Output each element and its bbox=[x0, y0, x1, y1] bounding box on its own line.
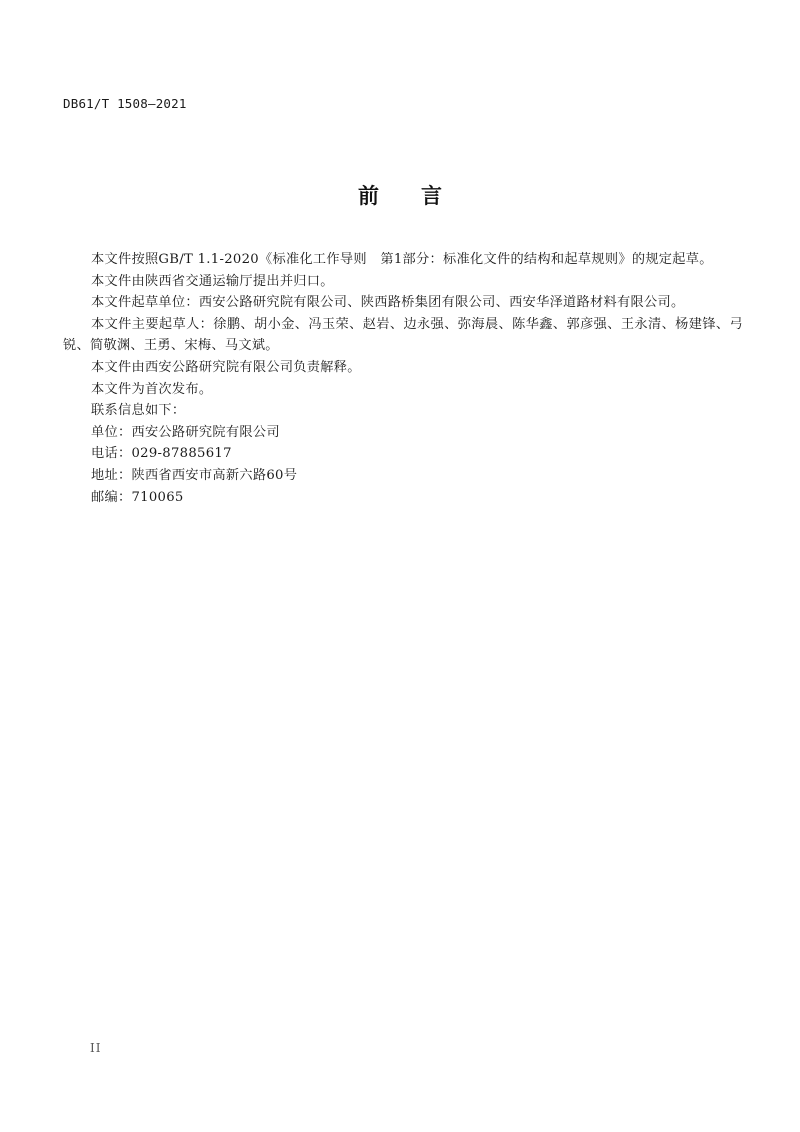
page-title bbox=[0, 180, 800, 210]
contact-unit: 单位：西安公路研究院有限公司 bbox=[91, 424, 280, 440]
contact-phone: 电话：029-87885617 bbox=[91, 446, 232, 462]
document-code: DB61/T 1508—2021 bbox=[63, 96, 187, 111]
paragraph-drafting-rules: 本文件按照GB/T 1.1-2020《标准化工作导则 第1部分：标准化文件的结构和起草规则》的规定起草。 bbox=[91, 252, 713, 267]
paragraph-proposer: 本文件由陕西省交通运输厅提出并归口。 bbox=[91, 273, 334, 289]
paragraph-contact-heading: 联系信息如下： bbox=[91, 403, 186, 419]
paragraph-main-drafters: 本文件主要起草人：徐鹏、胡小金、冯玉荣、赵岩、边永强、弥海晨、陈华鑫、郭彦强、王永清、杨建锋、弓锐、简敬渊、王勇、宋梅、马文斌。 bbox=[63, 316, 743, 354]
contact-address: 地址：陕西省西安市高新六路60号 bbox=[91, 467, 298, 483]
title-char-2: 言 bbox=[421, 184, 442, 208]
paragraph-interpretation: 本文件由西安公路研究院有限公司负责解释。 bbox=[91, 359, 361, 375]
contact-postcode: 邮编：710065 bbox=[91, 489, 184, 505]
title-char-1: 前 bbox=[358, 184, 379, 208]
page-number: II bbox=[90, 1041, 102, 1055]
paragraph-drafting-units: 本文件起草单位：西安公路研究院有限公司、陕西路桥集团有限公司、西安华泽道路材料有限公司。 bbox=[91, 295, 685, 311]
paragraph-first-release: 本文件为首次发布。 bbox=[91, 381, 213, 397]
foreword-body bbox=[63, 249, 743, 508]
